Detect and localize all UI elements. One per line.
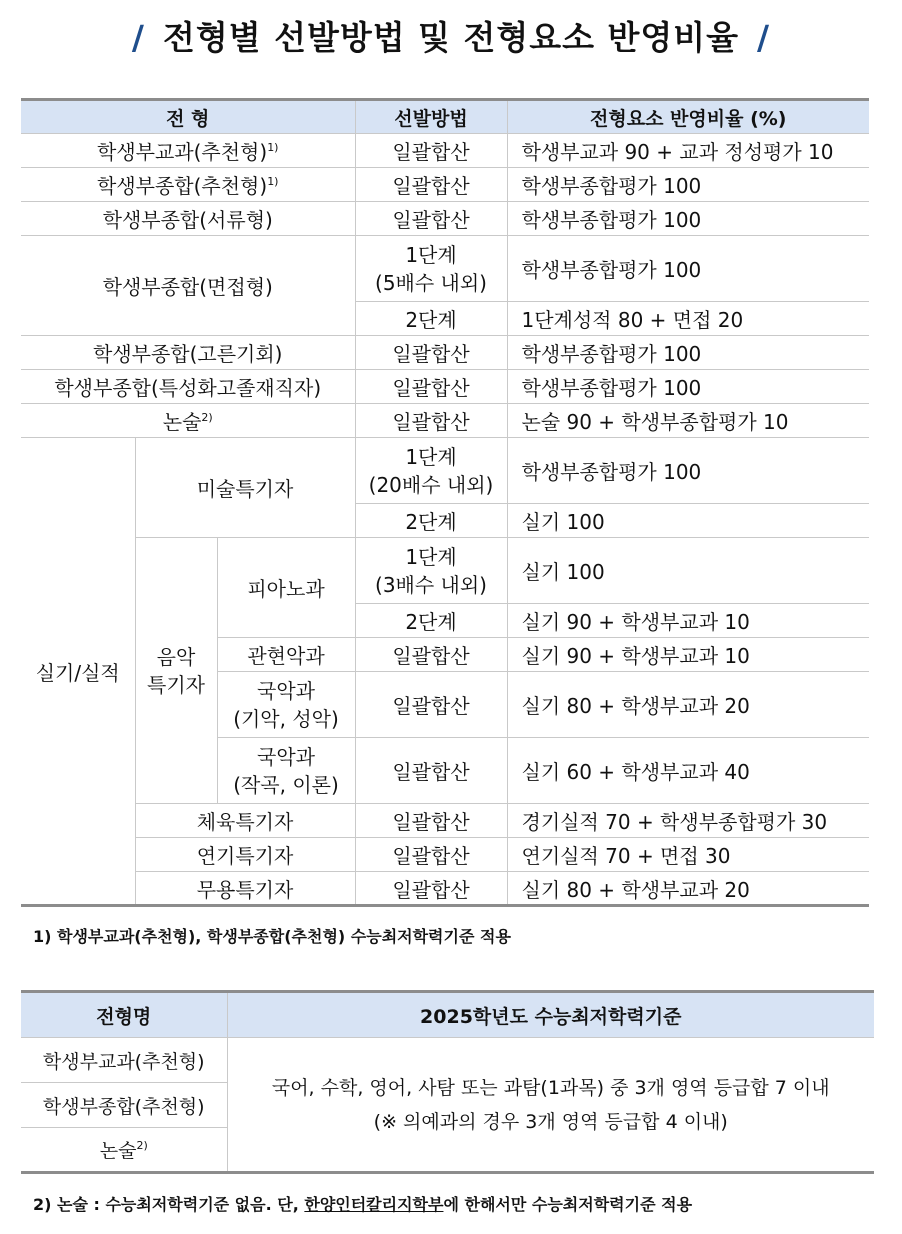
selection-method: 일괄합산	[355, 738, 507, 804]
selection-method: 일괄합산	[355, 638, 507, 672]
admission-name: 무용특기자	[135, 872, 355, 906]
table-row	[21, 1038, 874, 1083]
selection-method: 일괄합산	[355, 168, 507, 202]
selection-method: 1단계 (20배수 내외)	[355, 438, 507, 504]
table-row	[21, 236, 869, 302]
ratio: 실기 60 + 학생부교과 40	[507, 738, 869, 804]
admission-name: 미술특기자	[135, 438, 355, 538]
table-row	[21, 404, 869, 438]
ratio: 학생부종합평가 100	[507, 336, 869, 370]
admission-name: 국악과 (기악, 성악)	[217, 672, 355, 738]
selection-method: 1단계 (5배수 내외)	[355, 236, 507, 302]
ratio: 학생부종합평가 100	[507, 370, 869, 404]
selection-method: 일괄합산	[355, 872, 507, 906]
admission-name: 피아노과	[217, 538, 355, 638]
ratio: 학생부종합평가 100	[507, 236, 869, 302]
selection-method: 일괄합산	[355, 404, 507, 438]
header-admission-name: 전형명	[21, 992, 227, 1038]
table-row	[21, 438, 869, 504]
table-row	[21, 804, 869, 838]
header-csat-criteria: 2025학년도 수능최저학력기준	[227, 992, 874, 1038]
title-slash-left: /	[131, 18, 145, 57]
group-silgi: 실기/실적	[21, 438, 135, 906]
table-header-row	[21, 100, 869, 134]
footnote-1: 1) 학생부교과(추천형), 학생부종합(추천형) 수능최저학력기준 적용	[33, 927, 511, 946]
admission-name: 학생부교과(추천형)	[21, 1038, 227, 1083]
group-music: 음악 특기자	[135, 538, 217, 804]
csat-criteria: 국어, 수학, 영어, 사탐 또는 과탐(1과목) 중 3개 영역 등급합 7 이내 (※ 의예과의 경우 3개 영역 등급합 4 이내)	[227, 1038, 874, 1173]
selection-method: 일괄합산	[355, 804, 507, 838]
selection-method: 일괄합산	[355, 370, 507, 404]
selection-method: 일괄합산	[355, 134, 507, 168]
table-header-row	[21, 992, 874, 1038]
admission-name: 학생부종합(면접형)	[21, 236, 355, 336]
ratio: 실기 100	[507, 504, 869, 538]
table-row	[21, 168, 869, 202]
selection-method: 일괄합산	[355, 202, 507, 236]
selection-method: 일괄합산	[355, 672, 507, 738]
selection-method-table	[21, 98, 869, 907]
csat-minimum-table	[21, 990, 874, 1174]
table-row	[21, 538, 869, 604]
ratio: 학생부종합평가 100	[507, 438, 869, 504]
admission-name: 학생부종합(서류형)	[21, 202, 355, 236]
admission-name: 체육특기자	[135, 804, 355, 838]
ratio: 실기 90 + 학생부교과 10	[507, 604, 869, 638]
title-slash-right: /	[757, 18, 771, 57]
table-row	[21, 336, 869, 370]
admission-name: 논술$^{2)}$	[21, 1128, 227, 1173]
admission-name: 학생부교과(추천형)$^{1)}$	[21, 134, 355, 168]
ratio: 실기 90 + 학생부교과 10	[507, 638, 869, 672]
table-row	[21, 838, 869, 872]
ratio: 연기실적 70 + 면접 30	[507, 838, 869, 872]
ratio: 경기실적 70 + 학생부종합평가 30	[507, 804, 869, 838]
ratio: 실기 80 + 학생부교과 20	[507, 872, 869, 906]
selection-method: 2단계	[355, 504, 507, 538]
ratio: 학생부교과 90 + 교과 정성평가 10	[507, 134, 869, 168]
admission-name: 논술$^{2)}$	[21, 404, 355, 438]
header-admission-type: 전 형	[21, 100, 355, 134]
table-row	[21, 134, 869, 168]
selection-method: 일괄합산	[355, 336, 507, 370]
admission-name: 학생부종합(추천형)$^{1)}$	[21, 168, 355, 202]
ratio: 논술 90 + 학생부종합평가 10	[507, 404, 869, 438]
admission-name: 국악과 (작곡, 이론)	[217, 738, 355, 804]
table-row	[21, 370, 869, 404]
admission-name: 연기특기자	[135, 838, 355, 872]
header-selection-method: 선발방법	[355, 100, 507, 134]
selection-method: 1단계 (3배수 내외)	[355, 538, 507, 604]
admission-name: 학생부종합(추천형)	[21, 1083, 227, 1128]
ratio: 1단계성적 80 + 면접 20	[507, 302, 869, 336]
title-text: 전형별 선발방법 및 전형요소 반영비율	[162, 18, 739, 57]
selection-method: 일괄합산	[355, 838, 507, 872]
ratio: 학생부종합평가 100	[507, 202, 869, 236]
header-ratio: 전형요소 반영비율 (%)	[507, 100, 869, 134]
ratio: 실기 100	[507, 538, 869, 604]
footnote-2: 2) 논술 : 수능최저학력기준 없음. 단, 한양인터칼리지학부에 한해서만 수능최저학력기준 적용	[33, 1195, 693, 1214]
page-title	[0, 12, 902, 59]
selection-method: 2단계	[355, 604, 507, 638]
table-row	[21, 202, 869, 236]
admission-name: 관현악과	[217, 638, 355, 672]
selection-method: 2단계	[355, 302, 507, 336]
admission-name: 학생부종합(고른기회)	[21, 336, 355, 370]
table-row	[21, 872, 869, 906]
ratio: 실기 80 + 학생부교과 20	[507, 672, 869, 738]
ratio: 학생부종합평가 100	[507, 168, 869, 202]
admission-name: 학생부종합(특성화고졸재직자)	[21, 370, 355, 404]
